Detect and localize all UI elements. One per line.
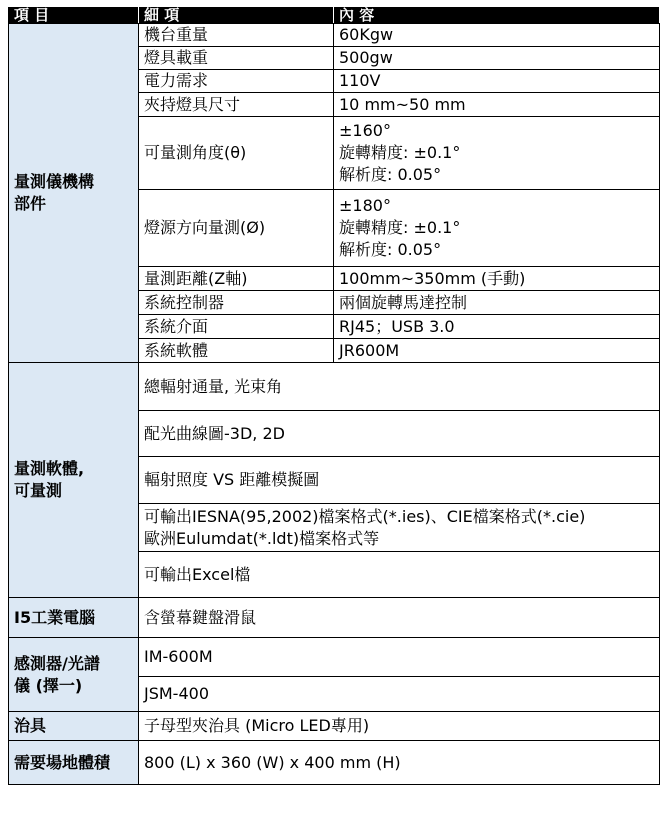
content-cell: 子母型夾治具 (Micro LED專用) [139,712,660,741]
detail-cell: 可量測角度(θ) [139,117,334,190]
spec-table [8,6,660,785]
table-row [9,24,660,47]
content-cell: ±180° 旋轉精度: ±0.1° 解析度: 0.05° [334,190,660,267]
content-cell: 60Kgw [334,24,660,47]
content-cell: 總輻射通量, 光束角 [139,363,660,411]
content-cell: 500gw [334,47,660,70]
section-label-pc: I5工業電腦 [9,598,139,638]
detail-cell: 系統控制器 [139,291,334,315]
content-cell: 可輸出IESNA(95,2002)檔案格式(*.ies)、CIE檔案格式(*.cie) 歐洲Eulumdat(*.ldt)檔案格式等 [139,504,660,552]
header-item: 項 目 [9,7,139,24]
table-row [9,741,660,785]
detail-cell: 電力需求 [139,70,334,93]
header-row [9,7,660,24]
content-cell: JSM-400 [139,677,660,712]
table-row [9,598,660,638]
spec-sheet [8,6,659,785]
table-row [9,712,660,741]
content-cell: 可輸出Excel檔 [139,552,660,598]
header-content: 內 容 [334,7,660,24]
detail-cell: 系統介面 [139,315,334,339]
content-cell: 輻射照度 VS 距離模擬圖 [139,457,660,504]
detail-cell: 燈具載重 [139,47,334,70]
section-label-mechanism: 量測儀機構 部件 [9,24,139,363]
content-cell: 800 (L) x 360 (W) x 400 mm (H) [139,741,660,785]
content-cell: 配光曲線圖-3D, 2D [139,411,660,457]
detail-cell: 夾持燈具尺寸 [139,93,334,117]
detail-cell: 燈源方向量測(Ø) [139,190,334,267]
content-cell: RJ45；USB 3.0 [334,315,660,339]
content-cell: 含螢幕鍵盤滑鼠 [139,598,660,638]
content-cell: IM-600M [139,638,660,677]
content-cell: JR600M [334,339,660,363]
section-label-sensor: 感測器/光譜 儀 (擇一) [9,638,139,712]
content-cell: 10 mm~50 mm [334,93,660,117]
content-cell: ±160° 旋轉精度: ±0.1° 解析度: 0.05° [334,117,660,190]
header-detail: 細 項 [139,7,334,24]
section-label-space: 需要場地體積 [9,741,139,785]
section-label-software: 量測軟體, 可量測 [9,363,139,598]
section-label-fixture: 治具 [9,712,139,741]
content-cell: 兩個旋轉馬達控制 [334,291,660,315]
content-cell: 110V [334,70,660,93]
table-row [9,638,660,677]
table-row [9,363,660,411]
detail-cell: 量測距離(Z軸) [139,267,334,291]
content-cell: 100mm~350mm (手動) [334,267,660,291]
detail-cell: 系統軟體 [139,339,334,363]
detail-cell: 機台重量 [139,24,334,47]
